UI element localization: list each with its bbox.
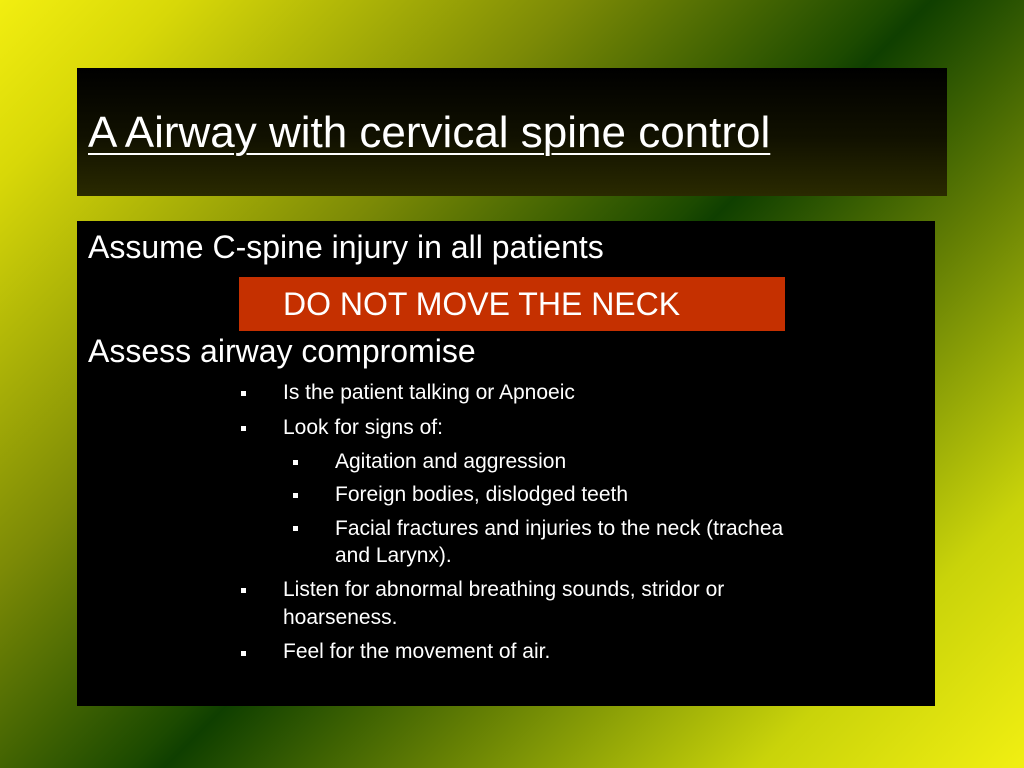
list-item: Feel for the movement of air. <box>283 640 551 663</box>
bullet-marker <box>293 493 298 498</box>
alert-banner: DO NOT MOVE THE NECK <box>239 277 785 331</box>
bullet-marker <box>293 526 298 531</box>
slide-title-box <box>77 68 947 196</box>
bullet-marker <box>293 460 298 465</box>
list-item: Look for signs of: <box>283 416 443 439</box>
list-item: Is the patient talking or Apnoeic <box>283 381 575 404</box>
body-line-assume: Assume C-spine injury in all patients <box>88 229 604 265</box>
list-item: Facial fractures and injuries to the neck (trachea <box>335 517 784 540</box>
list-item: Agitation and aggression <box>335 450 567 473</box>
bullet-marker <box>241 426 246 431</box>
list-item-continuation: hoarseness. <box>283 606 398 629</box>
body-line-assess: Assess airway compromise <box>88 333 476 369</box>
list-item: Listen for abnormal breathing sounds, stridor or <box>283 578 725 601</box>
slide-content-box <box>77 221 935 706</box>
list-item: Foreign bodies, dislodged teeth <box>335 483 629 506</box>
slide-title: A Airway with cervical spine control <box>88 108 771 157</box>
list-item-continuation: and Larynx). <box>335 544 452 567</box>
bullet-marker <box>241 391 246 396</box>
bullet-marker <box>241 588 246 593</box>
bullet-marker <box>241 651 246 656</box>
